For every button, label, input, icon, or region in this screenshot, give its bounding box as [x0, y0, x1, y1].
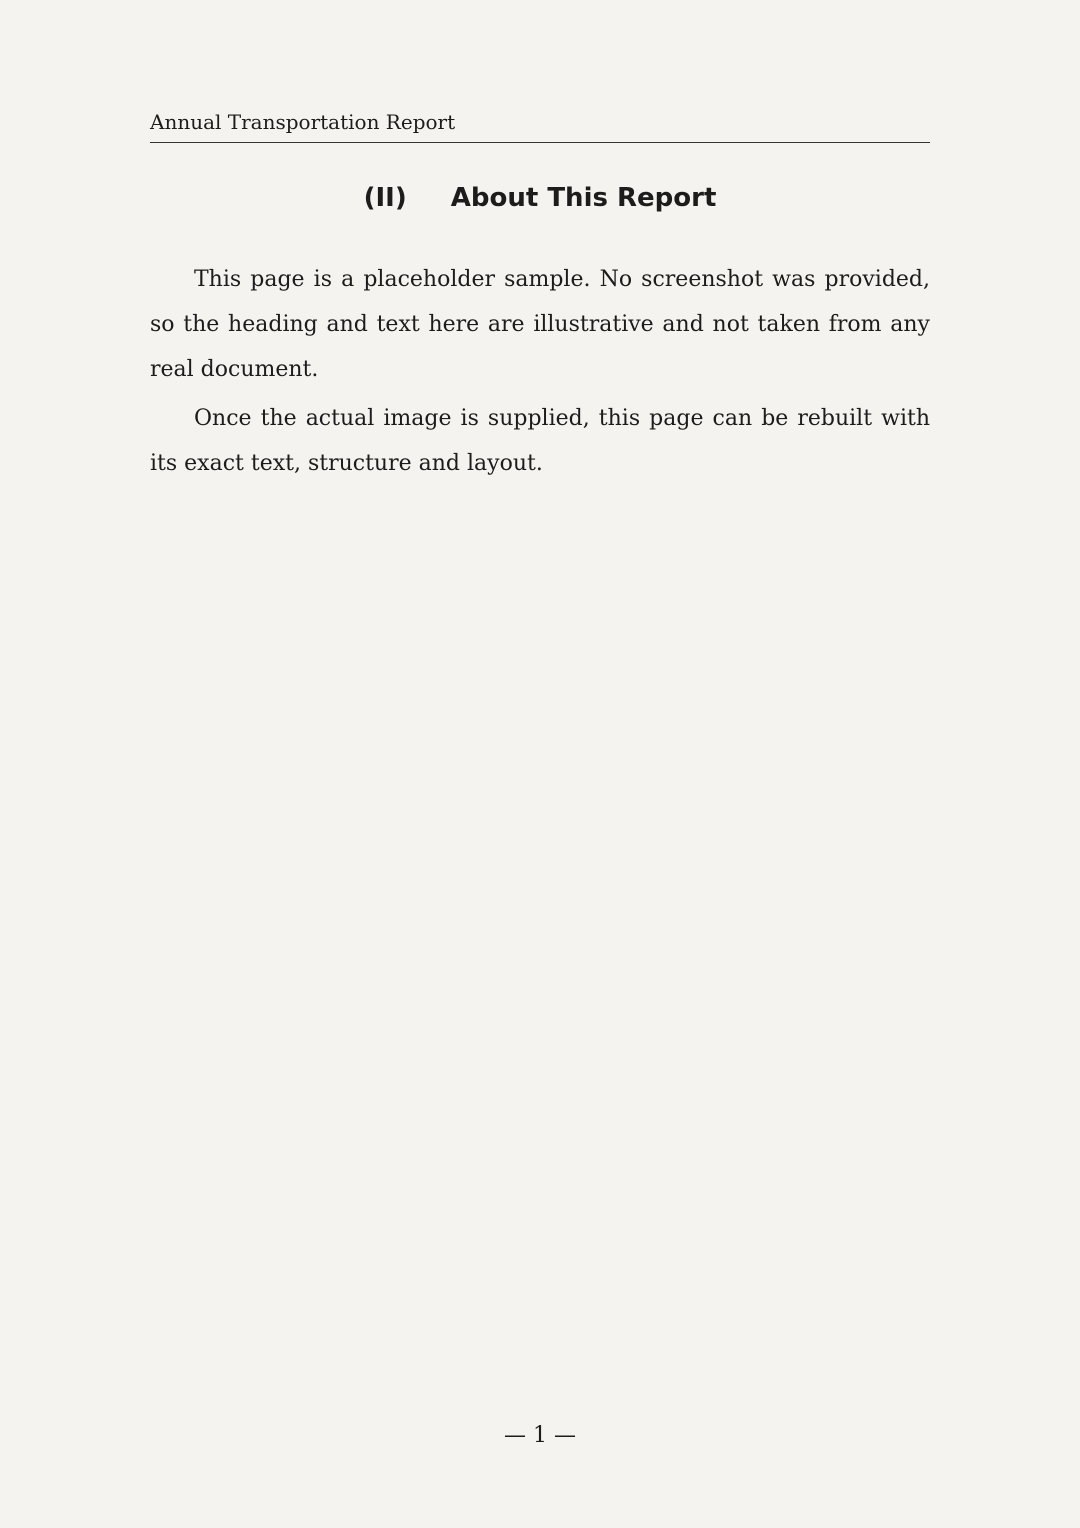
section-title	[150, 183, 930, 213]
section-heading: About This Report	[450, 183, 717, 213]
page-number: — 1 —	[504, 1423, 576, 1448]
body-paragraph: Once the actual image is supplied, this page can be rebuilt with its exact text, structure and layout.	[150, 406, 930, 476]
body-paragraph: This page is a placeholder sample. No screenshot was provided, so the heading and text here are illustrative and not taken from any real document.	[150, 267, 930, 382]
running-header: Annual Transportation Report	[150, 110, 930, 143]
section-number: (II)	[363, 183, 407, 213]
